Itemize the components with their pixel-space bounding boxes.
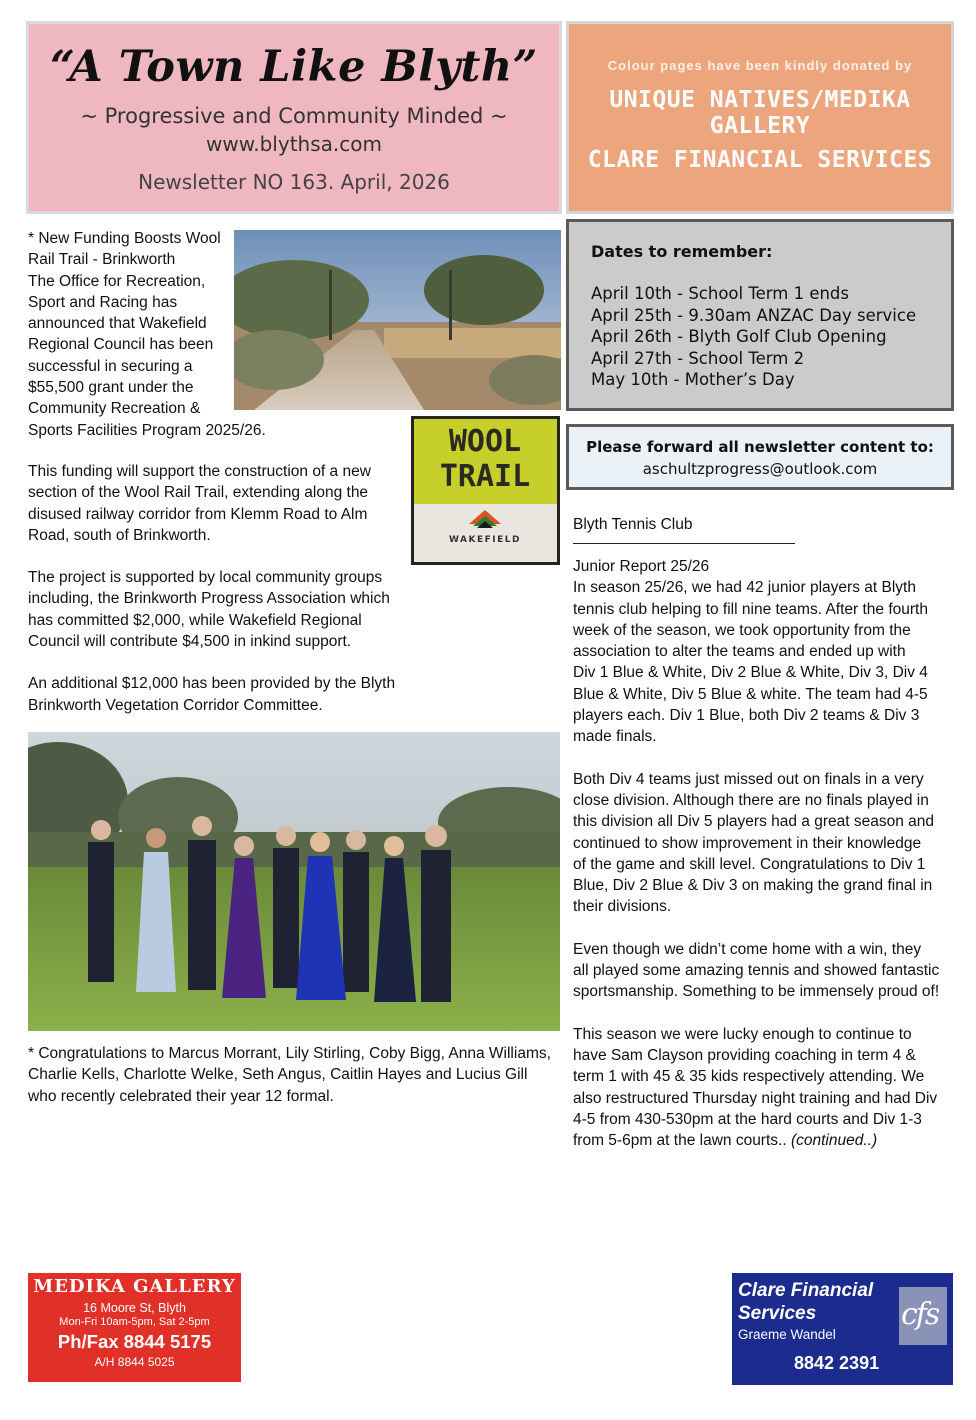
contact-email[interactable]: aschultzprogress@outlook.com <box>642 460 878 478</box>
wool-heading-line: * New Funding Boosts Wool <box>28 230 221 247</box>
dates-title: Dates to remember: <box>591 242 773 261</box>
tennis-para3-line: sportsmanship. Something to be immensely proud of! <box>573 983 940 1001</box>
continued-note: (continued..) <box>790 1132 878 1150</box>
tennis-para2-line: this division all Div 5 players had a great season and <box>573 813 935 831</box>
donor-note: Colour pages have been kindly donated by <box>607 58 913 73</box>
tennis-para1-line: week of the season, we took opportunity from the <box>573 621 911 639</box>
wool-article-top <box>28 228 266 441</box>
wool-para3-line: including, the Brinkworth Progress Association which <box>28 590 390 608</box>
tennis-para4-line: 4-5 from 430-530pm at the hard courts and Div 1-3 <box>573 1110 922 1128</box>
website-link[interactable]: www.blythsa.com <box>206 132 382 156</box>
tennis-para4-line: have Sam Clayson providing coaching in term 4 & <box>573 1046 916 1064</box>
caption-line: Charlie Kells, Charlotte Welke, Seth Angus, Caitlin Hayes and Lucius Gill <box>28 1066 528 1084</box>
wool-para2-line: section of the Wool Rail Trail, extending along the <box>28 484 369 502</box>
wool-intro-line: announced that Wakefield <box>28 315 207 333</box>
formal-caption <box>28 1043 568 1107</box>
tennis-para4-last-line <box>573 1130 958 1151</box>
medika-gallery-ad <box>28 1273 241 1382</box>
wool-intro-line: Community Recreation & <box>28 400 201 418</box>
medika-phone: Ph/Fax 8844 5175 <box>57 1331 212 1352</box>
tennis-report-title: Junior Report 25/26 <box>573 558 710 575</box>
wool-para2-line: Road, south of Brinkworth. <box>28 526 211 544</box>
date-item: April 26th - Blyth Golf Club Opening <box>591 327 887 346</box>
donor-name-1: UNIQUE NATIVES/MEDIKA GALLERY <box>609 87 911 139</box>
dates-to-remember <box>566 219 954 411</box>
cfs-phone: 8842 2391 <box>794 1353 880 1373</box>
wool-intro-line: Sport and Racing has <box>28 293 178 311</box>
wool-trail-road-photo <box>234 230 561 410</box>
date-item: April 25th - 9.30am ANZAC Day service <box>591 305 917 325</box>
tennis-para4-line: also restructured Thursday night training and had Div <box>573 1089 938 1107</box>
donor-name-2: CLARE FINANCIAL SERVICES <box>587 147 933 173</box>
tennis-para1-line: In season 25/26, we had 42 junior players at Blyth <box>573 579 916 597</box>
wool-para2-line: disused railway corridor from Klemm Road to Alm <box>28 505 368 523</box>
newsletter-title: “A Town Like Blyth” <box>50 42 538 92</box>
wool-para4-line: Brinkworth Vegetation Corridor Committee. <box>28 696 323 714</box>
tennis-para4-last-text: from 5-6pm at the lawn courts.. <box>573 1132 791 1150</box>
wool-para3-line: has committed $2,000, while Wakefield Regional <box>28 611 362 629</box>
cfs-person: Graeme Wandel <box>738 1327 836 1342</box>
wool-article-body <box>28 461 408 716</box>
donor-box <box>566 21 954 214</box>
newsletter-subtitle: ~ Progressive and Community Minded ~ <box>80 104 508 128</box>
cfs-logo-text: cfs <box>901 1297 939 1332</box>
wool-intro-line: successful in securing a <box>28 357 193 375</box>
sign-council: WAKEFIELD <box>449 535 521 545</box>
cfs-name-line: Services <box>738 1303 817 1324</box>
date-item: April 10th - School Term 1 ends <box>591 284 850 303</box>
issue-label: Newsletter NO 163. April, 2026 <box>138 170 450 194</box>
wool-para2-line: This funding will support the construction of a new <box>28 463 371 480</box>
date-item: April 27th - School Term 2 <box>591 348 805 368</box>
tennis-para2-line: close division. Although there are no finals played in <box>573 791 929 809</box>
wool-intro-line: $55,500 grant under the <box>28 379 194 397</box>
tennis-para1-line: Div 1 Blue & White, Div 2 Blue & White, Div 3, Div 4 <box>573 664 928 682</box>
tennis-para4-line: term 1 with 45 & 35 kids respectively attending. We <box>573 1068 925 1086</box>
caption-line: who recently celebrated their year 12 formal. <box>28 1087 334 1105</box>
wool-trail-sign-photo <box>411 416 560 565</box>
sign-line-2: TRAIL <box>439 459 531 494</box>
tennis-para4-line: This season we were lucky enough to continue to <box>573 1025 912 1043</box>
tennis-para2-line: Both Div 4 teams just missed out on finals in a very <box>573 770 924 788</box>
tennis-para2-line: of the game and skill level. Congratulations to Div 1 <box>573 855 926 873</box>
wool-intro-line: Regional Council has been <box>28 336 214 354</box>
year-12-formal-photo <box>28 732 560 1031</box>
tennis-para1-line: made finals. <box>573 728 657 746</box>
caption-line: * Congratulations to Marcus Morrant, Lily Stirling, Coby Bigg, Anna Williams, <box>28 1045 551 1062</box>
cfs-name <box>738 1279 873 1325</box>
tennis-para3-line: all played some amazing tennis and showed fantastic <box>573 962 940 980</box>
wool-intro-line: The Office for Recreation, <box>28 272 206 290</box>
tennis-para2-line: their divisions. <box>573 898 672 916</box>
tennis-para1-line: tennis club helping to fill nine teams. After the fourth <box>573 600 928 618</box>
wool-para3-line: The project is supported by local community groups <box>28 569 383 587</box>
tennis-para2-line: continued to show improvement in their knowledge <box>573 834 922 852</box>
medika-after-hours: A/H 8844 5025 <box>94 1355 175 1369</box>
forward-content-box <box>566 424 954 490</box>
tennis-para2-line: Blue, Div 2 Blue & Div 3 on making the grand final in <box>573 877 933 895</box>
tennis-article <box>573 556 958 1151</box>
wool-heading-line: Rail Trail - Brinkworth <box>28 251 176 269</box>
wool-para3-line: Council will contribute $4,500 in inkind support. <box>28 633 352 651</box>
masthead <box>26 21 562 214</box>
cfs-name-line: Clare Financial <box>738 1280 874 1301</box>
wool-para4-line: An additional $12,000 has been provided by the Blyth <box>28 675 396 693</box>
forward-title: Please forward all newsletter content to: <box>586 438 934 456</box>
heading-divider <box>573 543 795 544</box>
medika-hours: Mon-Fri 10am-5pm, Sat 2-5pm <box>59 1316 210 1328</box>
medika-address: 16 Moore St, Blyth <box>83 1301 186 1315</box>
sign-line-1: WOOL <box>448 424 522 459</box>
tennis-para1-line: association to alter the teams and ended up with <box>573 643 906 661</box>
tennis-para3-line: Even though we didn’t come home with a win, they <box>573 940 922 958</box>
date-item: May 10th - Mother’s Day <box>591 370 795 389</box>
medika-name: MEDIKA GALLERY <box>33 1276 236 1297</box>
tennis-para1-line: players each. Div 1 Blue, both Div 2 teams & Div 3 <box>573 707 920 725</box>
tennis-club-heading: Blyth Tennis Club <box>573 516 693 533</box>
wool-intro-line: Sports Facilities Program 2025/26. <box>28 421 266 439</box>
tennis-para1-line: Blue & White, Div 5 Blue & white. The team had 4-5 <box>573 685 928 703</box>
clare-financial-ad <box>732 1273 953 1385</box>
